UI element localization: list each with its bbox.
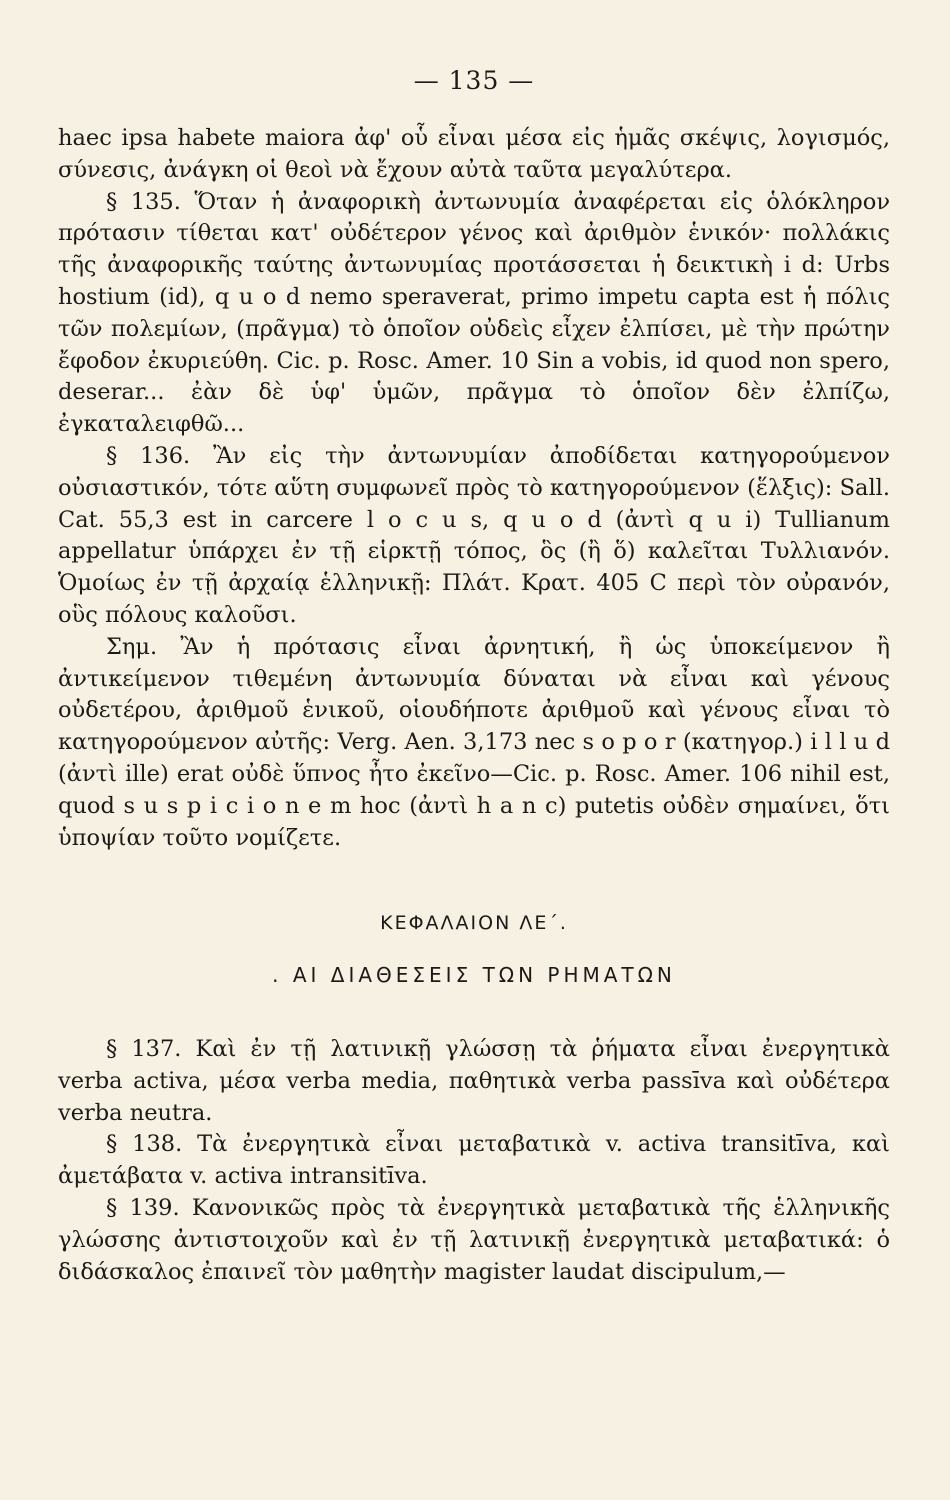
page-number: — 135 — xyxy=(413,66,535,95)
paragraph-section-139: § 139. Κανονικῶς πρὸς τὰ ἐνεργητικὰ μεταβατικὰ τῆς ἑλληνικῆς γλώσσης ἀντιστοιχοῦν καὶ ἐν τῇ λατινικῇ ἐνεργητικὰ μεταβατικά: ὁ διδάσκαλος ἐπαινεῖ τὸν μαθητὴν magister laudat discipulum,— xyxy=(58,1194,890,1285)
chapter-heading: ΚΕΦΑΛΑΙΟΝ ΛΕ΄. xyxy=(380,912,568,935)
paragraph-section-137: § 137. Καὶ ἐν τῇ λατινικῇ γλώσσῃ τὰ ῥήματα εἶναι ἐνεργητικὰ verba activa, μέσα verba media, παθητικὰ verba passīva καὶ οὐδέτερα verba neutra. xyxy=(58,1035,890,1126)
paragraph-section-135: § 135. Ὅταν ἡ ἀναφορικὴ ἀντωνυμία ἀναφέρεται εἰς ὁλόκληρον πρότασιν τίθεται κατ' οὐδέτερον γένος καὶ ἀριθμὸν ἑνικόν· πολλάκις τῆς ἀναφορικῆς ταύτης ἀντωνυμίας προτάσσεται ἡ δεικτικὴ i d: Urbs hostium (id), q u o d nemo speraverat, primo impetu capta est ἡ πόλις τῶν πολεμίων, (πρᾶγμα) τὸ ὁποῖον οὐδεὶς εἶχεν ἐλπίσει, μὲ τὴν πρώτην ἔφοδον ἐκυριεύθη. Cic. p. Rosc. Amer. 10 Sin a vobis, id quod non spero, deserar... ἐὰν δὲ ὑφ' ὑμῶν, πρᾶγμα τὸ ὁποῖον δὲν ἐλπίζω, ἐγκαταλειφθῶ... xyxy=(58,188,890,438)
paragraph-section-136: § 136. Ἂν εἰς τὴν ἀντωνυμίαν ἀποδίδεται κατηγορούμενον οὐσιαστικόν, τότε αὕτη συμφωνεῖ πρὸς τὸ κατηγορούμενον (ἕλξις): Sall. Cat. 55,3 est in carcere l o c u s, q u o d (ἀντὶ q u i) Tullianum appellatur ὑπάρχει ἐν τῇ εἱρκτῇ τόπος, ὃς (ἢ ὅ) καλεῖται Τυλλιανόν. Ὁμοίως ἐν τῇ ἀρχαίᾳ ἑλληνικῇ: Πλάτ. Κρατ. 405 C περὶ τὸν οὐρανόν, οὓς πόλους καλοῦσι. xyxy=(58,442,890,628)
paragraph-continuation: haec ipsa habete maiora ἀφ' οὗ εἶναι μέσα εἰς ἡμᾶς σκέψις, λογισμός, σύνεσις, ἀνάγκη οἱ θεοὶ νὰ ἔχουν αὐτὰ ταῦτα μεγαλύτερα. xyxy=(58,125,890,183)
paragraph-section-138: § 138. Τὰ ἐνεργητικὰ εἶναι μεταβατικὰ v. activa transitīva, καὶ ἀμετάβατα v. activa intransitīva. xyxy=(58,1131,890,1190)
paragraph-note: Σημ. Ἂν ἡ πρότασις εἶναι ἀρνητική, ἢ ὡς ὑποκείμενον ἢ ἀντικείμενον τιθεμένη ἀντωνυμία δύναται νὰ εἶναι καὶ γένους οὐδετέρου, ἀριθμοῦ ἑνικοῦ, οἱουδήποτε ἀριθμοῦ καὶ γένους εἶναι τὸ κατηγορούμενον αὐτῆς: Verg. Aen. 3,173 nec s o p o r (κατηγορ.) i l l u d (ἀντὶ ille) erat οὐδὲ ὕπνος ἦτο ἐκεῖνο—Cic. p. Rosc. Amer. 106 nihil est, quod s u s p i c i o n e m hoc (ἀντὶ h a n c) putetis οὐδὲν σημαίνει, ὅτι ὑποψίαν τοῦτο νομίζετε. xyxy=(58,633,890,851)
body-text xyxy=(58,123,890,1288)
chapter-subheading: . ΑΙ ΔΙΑΘΕΣΕΙΣ ΤΩΝ ΡΗΜΑΤΩΝ xyxy=(272,963,676,988)
